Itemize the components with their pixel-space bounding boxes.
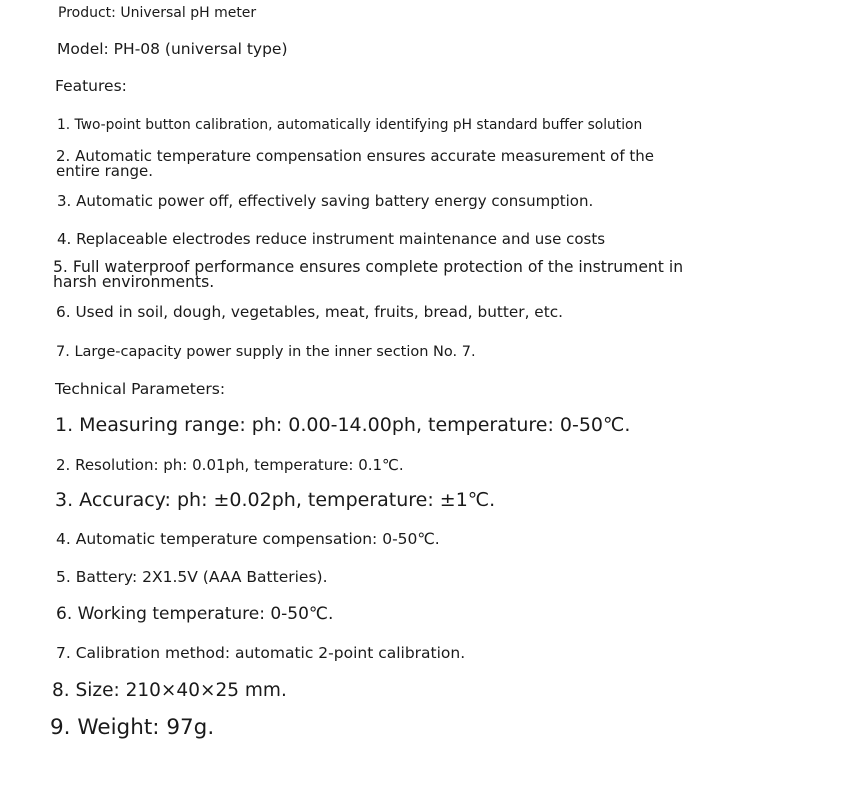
feature-item-5: 5. Full waterproof performance ensures complete protection of the instrument in harsh environments.	[53, 258, 684, 291]
technical-item-3: 3. Accuracy: ph: ±0.02ph, temperature: ±1℃.	[55, 489, 496, 511]
feature-item-3: 3. Automatic power off, effectively saving battery energy consumption.	[57, 192, 594, 210]
technical-item-6: 6. Working temperature: 0-50℃.	[56, 604, 334, 624]
technical-item-9: 9. Weight: 97g.	[50, 715, 215, 740]
feature-item-6: 6. Used in soil, dough, vegetables, meat, fruits, bread, butter, etc.	[56, 303, 563, 321]
model-line: Model: PH-08 (universal type)	[57, 40, 288, 58]
feature-item-7: 7. Large-capacity power supply in the inner section No. 7.	[56, 344, 476, 360]
technical-item-4: 4. Automatic temperature compensation: 0-50℃.	[56, 530, 440, 548]
product-line: Product: Universal pH meter	[58, 5, 257, 21]
technical-item-8: 8. Size: 210×40×25 mm.	[52, 680, 287, 701]
technical-item-1: 1. Measuring range: ph: 0.00-14.00ph, temperature: 0-50℃.	[55, 414, 631, 436]
technical-item-2: 2. Resolution: ph: 0.01ph, temperature: 0.1℃.	[56, 456, 404, 474]
technical-heading: Technical Parameters:	[55, 380, 226, 398]
technical-item-7: 7. Calibration method: automatic 2-point calibration.	[56, 644, 466, 662]
feature-item-2: 2. Automatic temperature compensation ensures accurate measurement of the entire range.	[56, 147, 655, 180]
feature-item-4: 4. Replaceable electrodes reduce instrument maintenance and use costs	[57, 230, 606, 248]
feature-item-1: 1. Two-point button calibration, automatically identifying pH standard buffer solution	[57, 117, 643, 133]
technical-item-5: 5. Battery: 2X1.5V (AAA Batteries).	[56, 568, 328, 586]
features-heading: Features:	[55, 77, 127, 95]
